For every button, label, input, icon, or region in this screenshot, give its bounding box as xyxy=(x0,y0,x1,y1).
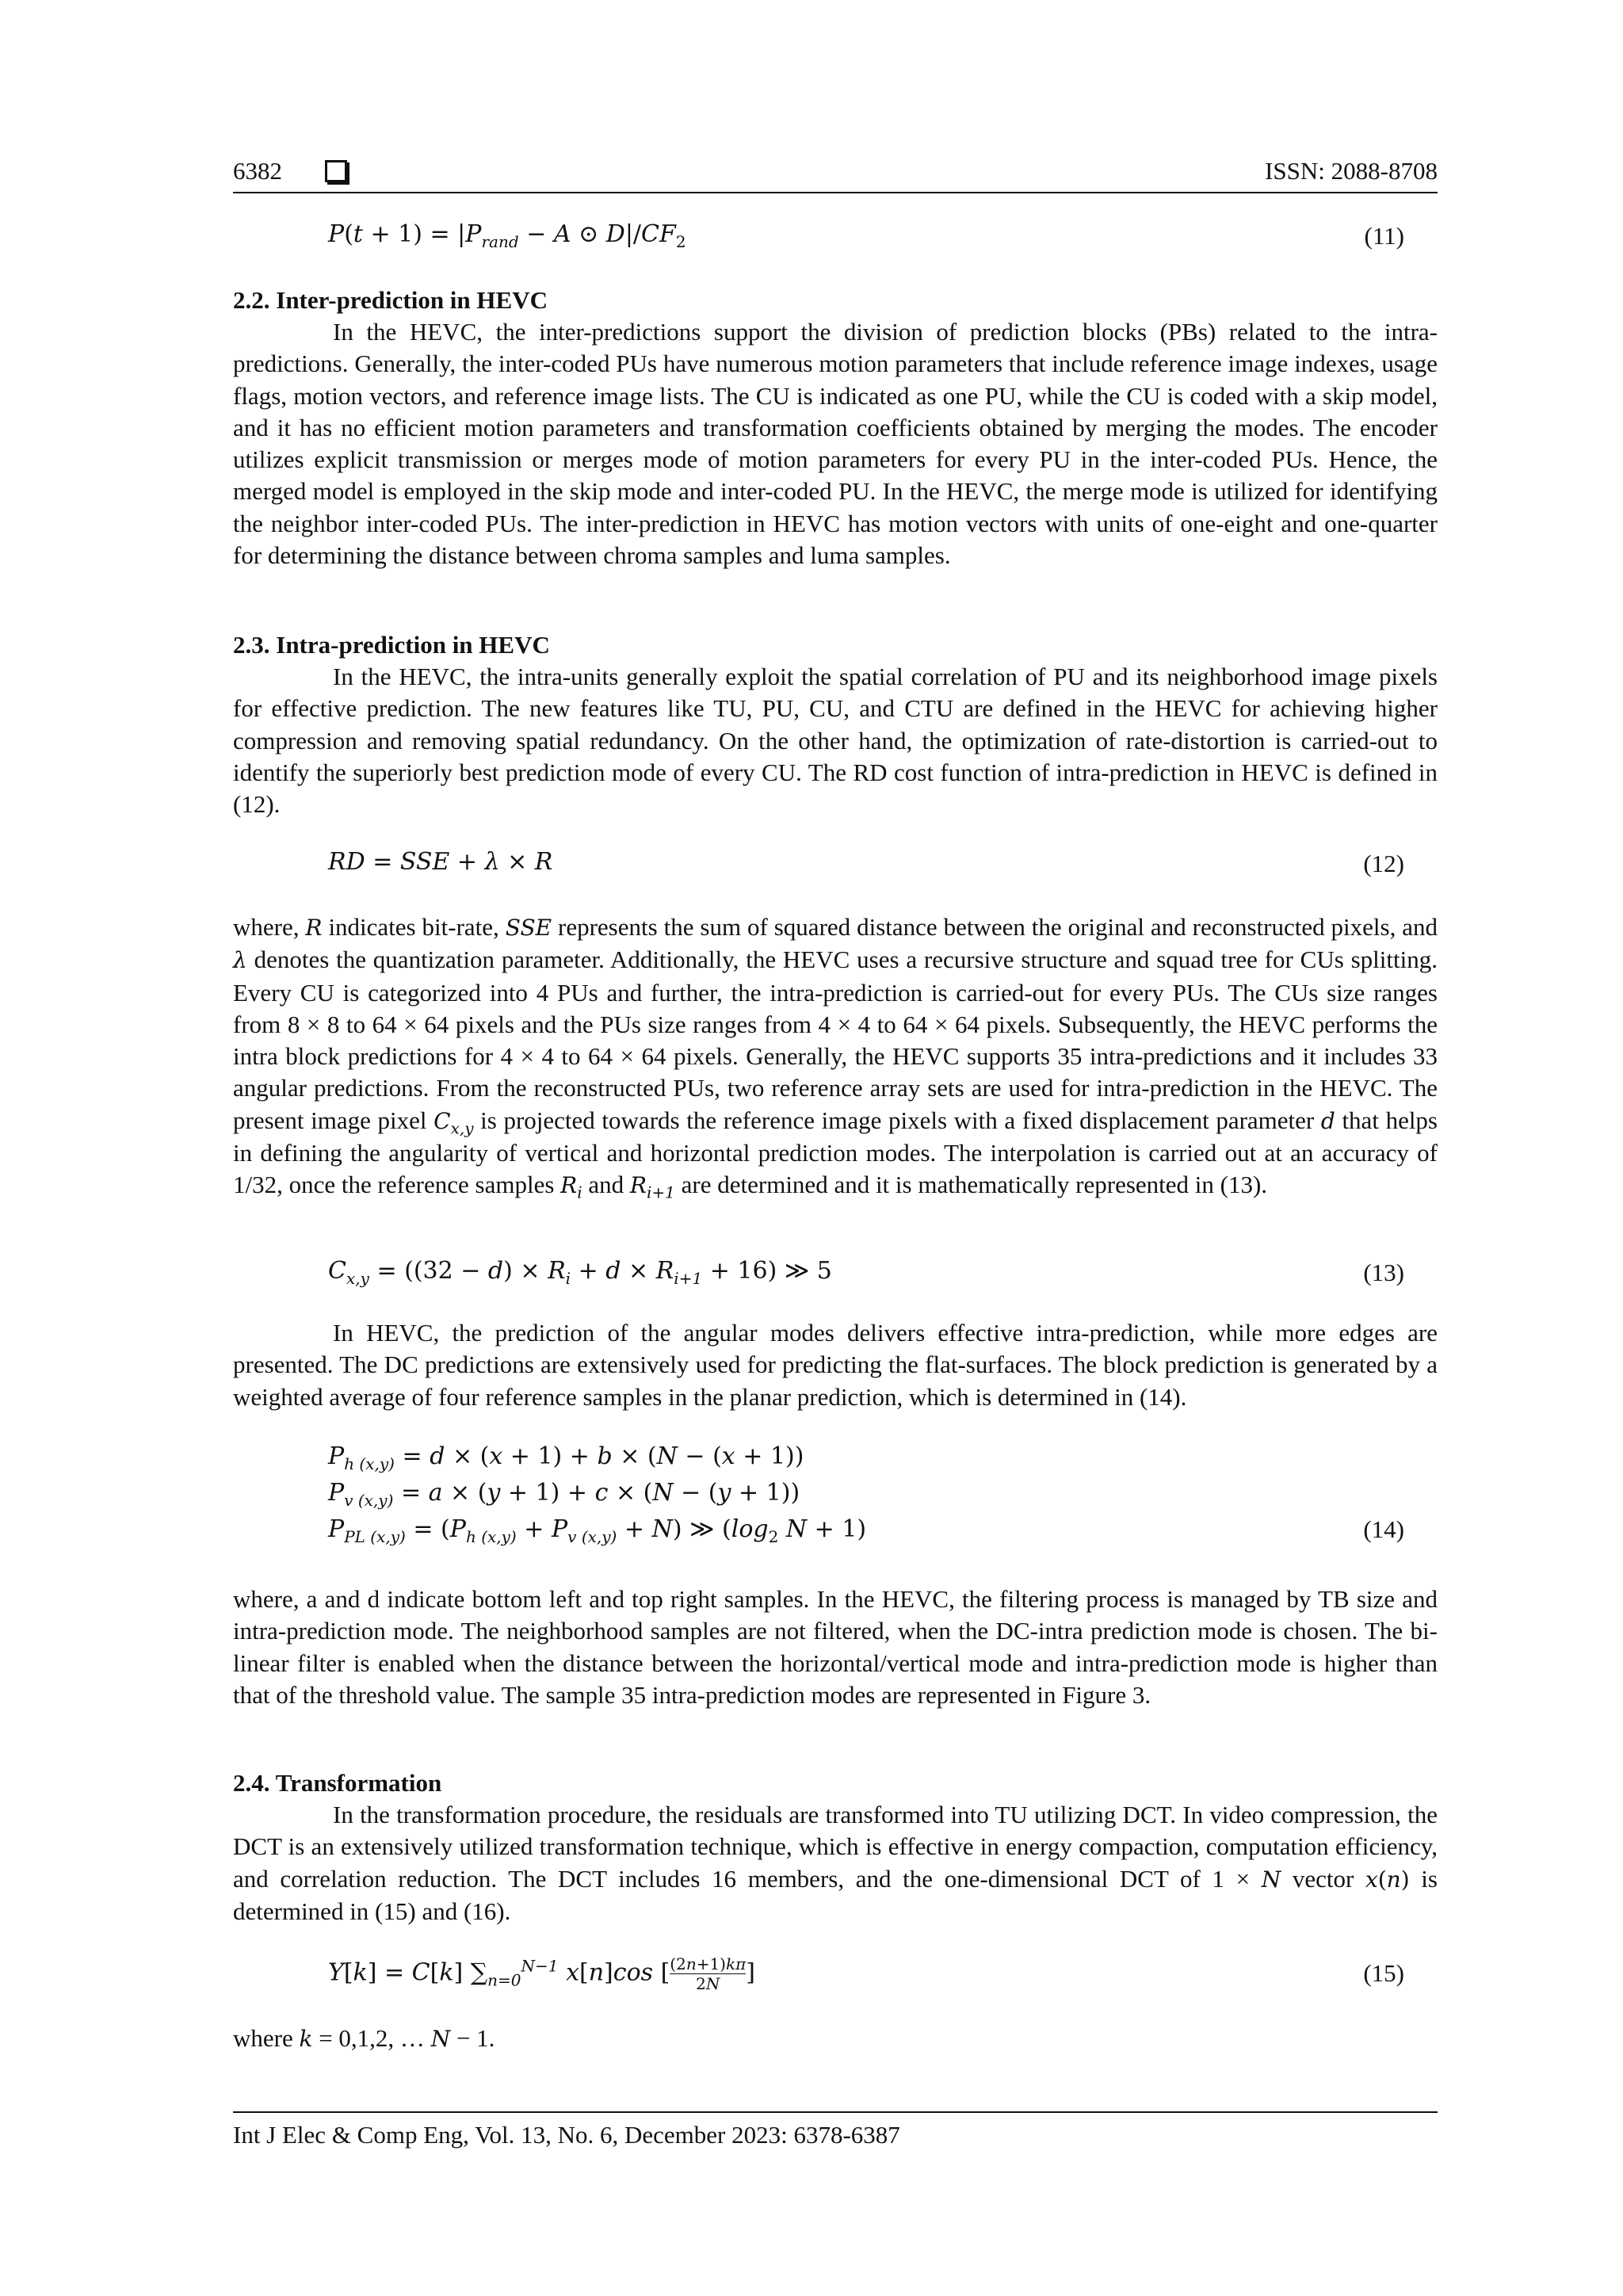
equation-15: Y[k] = C[k] $\sum_{n=0}^{N-1}$ x[n]cos [ $\frac{(2n+1)k\pi}{2N}$ ] xyxy=(328,1954,755,1993)
section-2-3-paragraph-2: where, R indicates bit-rate, SSE represents the sum of squared distance between the original and reconstructed pixels, and λ denotes the quantization parameter. Additionally, the HEVC uses a recursive structure and squad tree for CUs splitting. Every CU is categorized into 4 PUs and further, the intra-prediction is carried-out for every PUs. The CUs size ranges from 8 × 8 to 64 × 64 pixels and the PUs size ranges from 4 × 4 to 64 × 64 pixels. Subsequently, the HEVC performs the intra block predictions for 4 × 4 to 64 × 64 pixels. Generally, the HEVC supports 35 intra-predictions and it includes 33 angular predictions. From the reconstructed PUs, two reference array sets are used for intra-prediction in the HEVC. The present image pixel $C_{x,y}$ is projected towards the reference image pixels with a fixed displacement parameter d that helps in defining the angularity of vertical and horizontal prediction modes. The interpolation is carried out at an accuracy of 1/32, once the reference samples $R_i$ and $R_{i+1}$ are determined and it is mathematically represented in (13). xyxy=(233,913,1438,1202)
equation-13: $C_{x,y} = ((32 - d) \times R_i + d \times R_{i+1} + 16)$ ≫ 5 xyxy=(328,1257,832,1288)
equation-14-line-1: $P_{h (x,y)} = d \times (x + 1) + b \times (N - (x + 1))$ xyxy=(328,1442,804,1473)
header-rule xyxy=(233,192,1438,193)
equation-14-number: (14) xyxy=(1363,1515,1404,1543)
section-heading-2-4: 2.4. Transformation xyxy=(233,1769,442,1797)
equation-14-line-3: $P_{PL (x,y)} = (P_{h (x,y)} + P_{v (x,y)} + N)$ ≫ ($\log_2$ N + 1) xyxy=(328,1515,867,1546)
equation-13-number: (13) xyxy=(1363,1259,1404,1286)
section-2-2-paragraph: In the HEVC, the inter-predictions support the division of prediction blocks (PBs) related to the intra-predictions. Generally, the inter-coded PUs have numerous motion parameters that include reference image indexes, usage flags, motion vectors, and reference image lists. The CU is indicated as one PU, while the CU is coded with a skip model, and it has no efficient motion parameters and transformation coefficients obtained by merging the modes. The encoder utilizes explicit transmission or merges mode of motion parameters for every PU in the inter-coded PUs. Hence, the merged model is employed in the skip mode and inter-coded PU. In the HEVC, the merge mode is utilized for identifying the neighbor inter-coded PUs. The inter-prediction in HEVC has motion vectors with units of one-eight and one-quarter for determining the distance between chroma samples and luma samples. xyxy=(233,318,1438,570)
page-number: 6382 xyxy=(233,157,282,185)
section-heading-2-3: 2.3. Intra-prediction in HEVC xyxy=(233,631,550,659)
section-2-3-paragraph-3: In HEVC, the prediction of the angular modes delivers effective intra-prediction, while more edges are presented. The DC predictions are extensively used for predicting the flat-surfaces. The block prediction is generated by a weighted average of four reference samples in the planar prediction, which is determined in (14). xyxy=(233,1319,1438,1411)
equation-11: $P(t + 1) = |P_{rand} - A$ ⊙ $D|/CF_2$ xyxy=(328,220,686,251)
square-icon xyxy=(325,160,347,182)
equation-12-number: (12) xyxy=(1363,850,1404,877)
issn: ISSN: 2088-8708 xyxy=(1265,157,1438,185)
section-2-3-paragraph-4: where, a and d indicate bottom left and top right samples. In the HEVC, the filtering process is managed by TB size and intra-prediction mode. The neighborhood samples are not filtered, when the DC-intra prediction mode is chosen. The bi-linear filter is enabled when the distance between the horizontal/vertical mode and intra-prediction mode is higher than that of the threshold value. The sample 35 intra-prediction modes are represented in Figure 3. xyxy=(233,1585,1438,1709)
section-2-4-paragraph-2: where k = 0,1,2, … N − 1. xyxy=(233,2024,495,2052)
equation-14 xyxy=(328,1441,1390,1550)
section-heading-2-2: 2.2. Inter-prediction in HEVC xyxy=(233,286,548,314)
section-2-3-paragraph-1: In the HEVC, the intra-units generally exploit the spatial correlation of PU and its neighborhood image pixels for effective prediction. The new features like TU, PU, CU, and CTU are defined in the HEVC for achieving higher compression and removing spatial redundancy. On the other hand, the optimization of rate-distortion is carried-out to identify the superiorly best prediction mode of every CU. The RD cost function of intra-prediction in HEVC is defined in (12). xyxy=(233,663,1438,819)
equation-15-number: (15) xyxy=(1363,1959,1404,1987)
footer-rule xyxy=(233,2111,1438,2113)
equation-14-line-2: $P_{v (x,y)} = a \times (y + 1) + c \times (N - (y + 1))$ xyxy=(328,1479,800,1510)
page-footer: Int J Elec & Comp Eng, Vol. 13, No. 6, December 2023: 6378-6387 xyxy=(233,2121,900,2149)
section-2-4-paragraph-1: In the transformation procedure, the residuals are transformed into TU utilizing DCT. In video compression, the DCT is an extensively utilized transformation technique, which is effective in energy compaction, computation efficiency, and correlation reduction. The DCT includes 16 members, and the one-dimensional DCT of 1 × N vector x(n) is determined in (15) and (16). xyxy=(233,1801,1438,1925)
equation-12: RD = SSE + λ × R xyxy=(328,848,553,876)
equation-11-number: (11) xyxy=(1364,222,1404,250)
